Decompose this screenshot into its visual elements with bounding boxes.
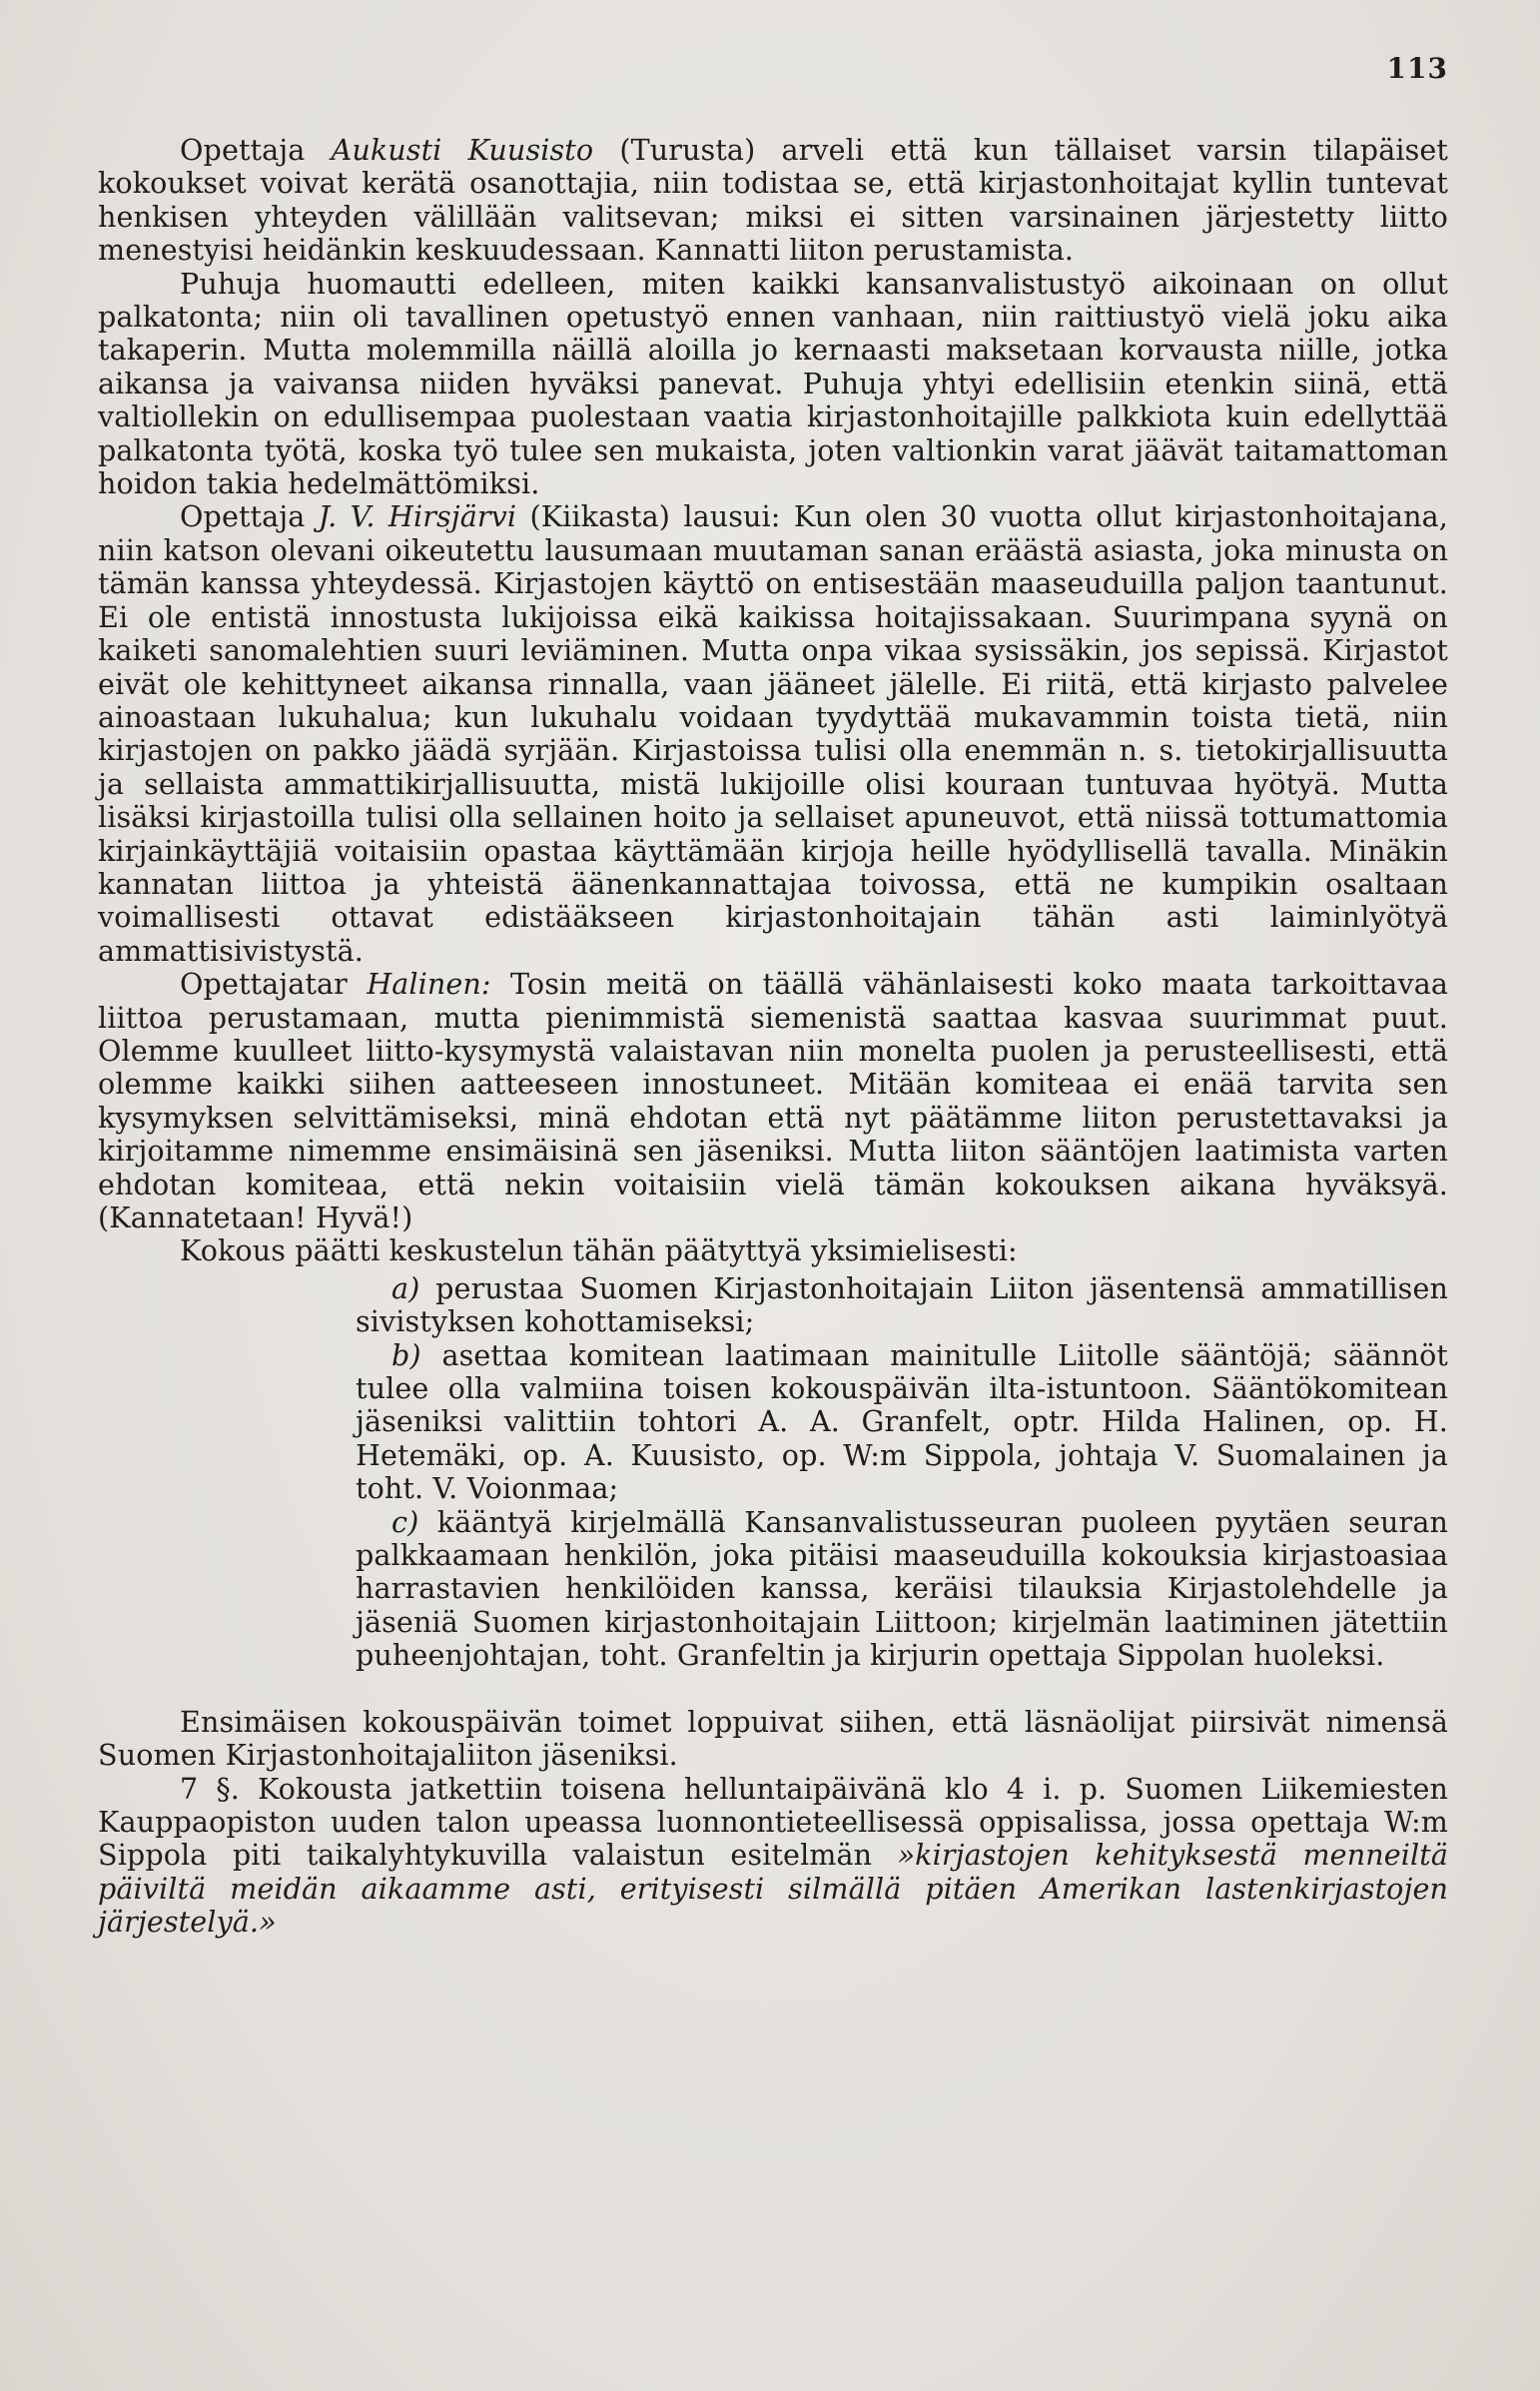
- page-number: 113: [1386, 52, 1448, 85]
- closing-paragraph-1: Ensimäisen kokouspäivän toimet loppuivat siihen, että läsnäolijat piirsivät nimensä Suomen Kirjastonhoitajaliiton jäseniksi.: [98, 1704, 1448, 1773]
- lecture-title: »kirjastojen kehityksestä menneiltä päiviltä meidän aikaamme asti, erityisesti silmällä pitäen Amerikan lastenkirjastojen järjestelyä.»: [98, 1838, 1448, 1940]
- paragraph-text: Puhuja huomautti edelleen, miten kaikki kansanvalistustyö aikoinaan on ollut palkatonta; niin oli tavallinen opetustyö ennen vanhaan, niin raittiustyö vielä joku aika takaperin. Mutta molemmilla näillä aloilla jo kernaasti maksetaan korvausta niille, jotka aikansa ja vaivansa niiden hyväksi panevat. Puhuja yhtyi edellisiin etenkin siinä, että valtiollekin on edullisempaa puolestaan vaatia kirjastonhoitajille palkkiota kuin edellyttää palkatonta työtä, koska työ tulee sen mukaista, joten valtionkin varat jäävät taitamattoman hoidon takia hedelmättömiksi.: [98, 266, 1448, 501]
- paragraph: [98, 968, 1448, 1234]
- paragraph-text: Opettaja: [180, 499, 319, 534]
- resolution-letter: b): [391, 1337, 421, 1372]
- paragraph-text: Tosin meitä on täällä vähänlaisesti koko maata tarkoittavaa liittoa perustamaan, mutta pienimmistä siemenistä saattaa kasvaa suurimmat puut. Olemme kuulleet liitto-kysymystä valaistavan niin monelta puolen ja perusteellisesti, että olemme kaikki siihen aatteeseen innostuneet. Mitään komiteaa ei enää tarvita sen kysymyksen selvittämiseksi, minä ehdotan että nyt päätämme liiton perustettavaksi ja kirjoitamme nimemme ensimäisinä sen jäseniksi. Mutta liiton sääntöjen laatimista varten ehdotan komiteaa, että nekin voitaisiin vielä tämän kokouksen aikana hyväksyä. (Kannatetaan! Hyvä!): [98, 967, 1448, 1234]
- paragraph: [98, 268, 1448, 501]
- resolution-letter: c): [391, 1504, 419, 1539]
- paragraph: [98, 134, 1448, 268]
- paragraph-text: Opettajatar: [180, 967, 368, 1002]
- closing-paragraph-2-text: 7 §. Kokousta jatkettiin toisena helluntaipäivänä klo 4 i. p. Suomen Liikemiesten Kauppaopiston uuden talon upeassa luonnontieteellisessä oppisalissa, jossa opettaja W:m Sippola piti taikalyhtykuvilla valaistun esitelmän: [98, 1771, 1448, 1873]
- speaker-name: J. V. Hirsjärvi: [318, 499, 517, 534]
- resolution-text: perustaa Suomen Kirjastonhoitajain Liiton jäsentensä ammatillisen sivistyksen kohottamiseksi;: [356, 1270, 1448, 1339]
- paragraph-text: (Turusta) arveli että kun tällaiset varsin tilapäiset kokoukset voivat kerätä osanottajia, niin todistaa se, että kirjastonhoitajat kyllin tuntevat henkisen yhteyden välillään valitsevan; miksi ei sitten varsinainen järjestetty liitto menestyisi heidänkin keskuudessaan. Kannatti liiton perustamista.: [98, 133, 1448, 268]
- resolution-list: [356, 1272, 1448, 1673]
- speaker-name: Halinen:: [367, 967, 491, 1002]
- paragraph: [98, 500, 1448, 968]
- paragraph-text: Kokous päätti keskustelun tähän päätyttyä yksimielisesti:: [180, 1233, 1018, 1268]
- speaker-name: Aukusti Kuusisto: [331, 133, 594, 167]
- closing-paragraph-2: [98, 1773, 1448, 1940]
- resolution-item: [356, 1506, 1448, 1673]
- paragraph: [98, 1234, 1448, 1267]
- resolution-letter: a): [391, 1270, 420, 1305]
- resolution-item: [356, 1272, 1448, 1339]
- page-text: [98, 134, 1448, 1940]
- resolution-text: kääntyä kirjelmällä Kansanvalistusseuran puoleen pyytäen seuran palkkaamaan henkilön, joka pitäisi maaseuduilla kokouksia kirjastoasiaa harrastavien henkilöiden kanssa, keräisi tilauksia Kirjastolehdelle ja jäseniä Suomen kirjastonhoitajain Liittoon; kirjelmän laatiminen jätettiin puheenjohtajan, toht. Granfeltin ja kirjurin opettaja Sippolan huoleksi.: [356, 1504, 1448, 1673]
- paragraphs: [98, 134, 1448, 1268]
- paragraph-text: (Kiikasta) lausui: Kun olen 30 vuotta ollut kirjastonhoitajana, niin katson olevani oikeutettu lausumaan muutaman sanan eräästä asiasta, joka minusta on tämän kanssa yhteydessä. Kirjastojen käyttö on entisestään maaseuduilla paljon taantunut. Ei ole entistä innostusta lukijoissa eikä kaikissa hoitajissakaan. Suurimpana syynä on kaiketi sanomalehtien suuri leviäminen. Mutta onpa vikaa sysissäkin, jos sepissä. Kirjastot eivät ole kehittyneet aikansa rinnalla, vaan jääneet jälelle. Ei riitä, että kirjasto palvelee ainoastaan lukuhalua; kun lukuhalu voidaan tyydyttää mukavammin toista tietä, niin kirjastojen on pakko jäädä syrjään. Kirjastoissa tulisi olla enemmän n. s. tietokirjallisuutta ja sellaista ammattikirjallisuutta, mistä lukijoille olisi kouraan tuntuvaa hyötyä. Mutta lisäksi kirjastoilla tulisi olla sellainen hoito ja sellaiset apuneuvot, että niissä tottumattomia kirjainkäyttäjiä voitaisiin opastaa käyttämään kirjoja heille hyödyllisellä tavalla. Minäkin kannatan liittoa ja yhteistä äänenkannattajaa toivossa, että ne kumpikin osaltaan voimallisesti ottavat edistääkseen kirjastonhoitajain tähän asti laiminlyötyä ammattisivistystä.: [98, 499, 1448, 968]
- paragraph-text: Opettaja: [180, 133, 332, 167]
- resolution-text: asettaa komitean laatimaan mainitulle Liitolle sääntöjä; säännöt tulee olla valmiina toisen kokouspäivän ilta-istuntoon. Sääntökomitean jäseniksi valittiin tohtori A. A. Granfelt, optr. Hilda Halinen, op. H. Hetemäki, op. A. Kuusisto, op. W:m Sippola, johtaja V. Suomalainen ja toht. V. Voionmaa;: [356, 1337, 1448, 1506]
- resolution-item: [356, 1339, 1448, 1506]
